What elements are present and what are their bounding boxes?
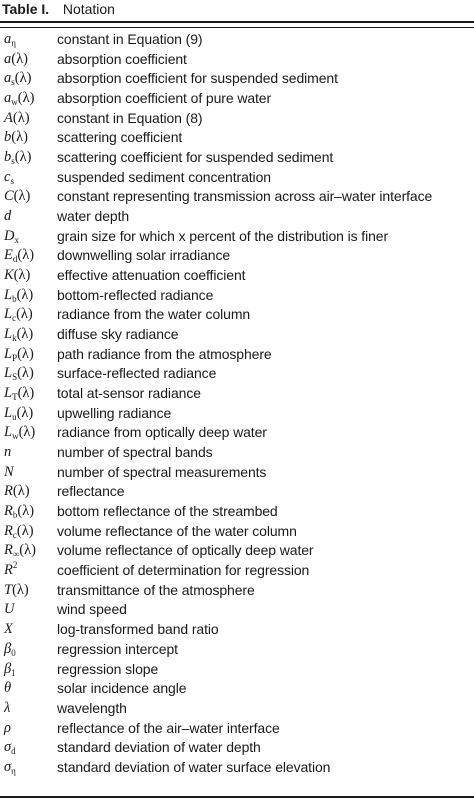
- symbol-base: C: [4, 188, 14, 205]
- notation-symbol: [4, 443, 11, 463]
- table-row: [0, 345, 474, 365]
- table-row: [0, 148, 474, 168]
- table-label: Table I.: [2, 1, 50, 17]
- symbol-subscript: 1: [11, 667, 16, 678]
- symbol-argument: (λ): [16, 306, 33, 323]
- table-row: [0, 600, 474, 620]
- table-row: [0, 463, 474, 483]
- notation-definition: regression slope: [57, 660, 159, 677]
- symbol-base: T: [4, 581, 13, 598]
- symbol-argument: (λ): [19, 542, 36, 559]
- symbol-base: D: [4, 227, 15, 244]
- symbol-argument: (λ): [11, 129, 28, 146]
- table-row: [0, 364, 474, 384]
- symbol-subscript: d: [12, 254, 18, 265]
- symbol-argument: (λ): [17, 90, 35, 107]
- notation-symbol: [4, 89, 34, 109]
- table-row: [0, 207, 474, 227]
- notation-definition: volume reflectance of the water column: [57, 522, 297, 539]
- symbol-base: L: [4, 306, 13, 323]
- notation-definition: absorption coefficient of pure water: [57, 90, 272, 107]
- symbol-base: E: [4, 247, 13, 264]
- table-caption: [2, 0, 115, 19]
- notation-definition: downwelling solar irradiance: [57, 247, 231, 264]
- symbol-base: d: [4, 208, 12, 225]
- symbol-base: β: [4, 640, 12, 657]
- symbol-base: L: [4, 404, 13, 421]
- symbol-subscript: s: [11, 77, 15, 88]
- table-row: [0, 620, 474, 640]
- symbol-argument: (λ): [17, 503, 35, 520]
- symbol-argument: (λ): [16, 404, 34, 421]
- table-row: [0, 128, 474, 148]
- symbol-base: L: [4, 385, 13, 402]
- notation-definition: wind speed: [57, 601, 127, 618]
- notation-definition: constant representing transmission across air–water interface: [57, 188, 433, 205]
- notation-symbol: [4, 30, 16, 50]
- symbol-base: λ: [4, 699, 11, 716]
- table-row: [0, 581, 474, 601]
- table-row: [0, 502, 474, 522]
- notation-symbol: [4, 738, 16, 758]
- table-row: [0, 482, 474, 502]
- symbol-subscript: S: [12, 372, 18, 383]
- notation-symbol: [4, 187, 30, 207]
- notation-symbol: [4, 423, 35, 443]
- notation-definition: upwelling radiance: [57, 404, 172, 421]
- notation-definition: diffuse sky radiance: [57, 326, 179, 343]
- symbol-base: U: [4, 601, 15, 618]
- table-row: [0, 89, 474, 109]
- notation-definition: water depth: [57, 208, 130, 225]
- notation-definition: bottom-reflected radiance: [57, 286, 214, 303]
- symbol-subscript: s: [10, 175, 14, 186]
- notation-definition: number of spectral bands: [57, 444, 213, 461]
- symbol-subscript: c: [12, 313, 17, 324]
- notation-symbol: [4, 148, 31, 168]
- bottom-rule: [0, 796, 474, 798]
- symbol-base: R: [4, 522, 13, 539]
- notation-symbol: [4, 620, 13, 640]
- notation-symbol: [4, 699, 10, 719]
- symbol-base: a: [4, 50, 12, 67]
- symbol-base: σ: [4, 758, 12, 775]
- notation-symbol: [4, 109, 30, 129]
- symbol-subscript: P: [12, 352, 18, 363]
- table-row: [0, 286, 474, 306]
- symbol-argument: (λ): [14, 149, 32, 166]
- symbol-base: N: [4, 463, 14, 480]
- notation-symbol: [4, 168, 14, 188]
- notation-symbol: [4, 227, 19, 247]
- table-row: [0, 541, 474, 561]
- symbol-superscript: 2: [12, 560, 18, 571]
- symbol-base: L: [4, 345, 13, 362]
- symbol-base: L: [4, 365, 13, 382]
- notation-symbol: [4, 325, 33, 345]
- notation-symbol: [4, 640, 16, 660]
- notation-definition: reflectance of the air–water interface: [57, 719, 280, 736]
- symbol-base: b: [4, 149, 12, 166]
- symbol-argument: (λ): [16, 522, 34, 539]
- symbol-base: σ: [4, 739, 12, 756]
- symbol-base: A: [4, 109, 13, 126]
- notation-definition: log-transformed band ratio: [57, 621, 219, 638]
- notation-symbol: [4, 758, 16, 778]
- notation-symbol: [4, 679, 11, 699]
- notation-symbol: [4, 384, 34, 404]
- notation-definition: constant in Equation (9): [57, 31, 203, 47]
- symbol-subscript: w: [12, 431, 19, 442]
- notation-symbol: [4, 502, 34, 522]
- table-row: [0, 561, 474, 581]
- notation-definition: solar incidence angle: [57, 680, 187, 697]
- notation-symbol: [4, 69, 31, 89]
- table-row: [0, 30, 474, 50]
- top-rule: [0, 21, 474, 23]
- symbol-base: β: [4, 660, 12, 677]
- notation-symbol: [4, 50, 28, 70]
- notation-symbol: [4, 581, 29, 601]
- notation-definition: path radiance from the atmosphere: [57, 345, 272, 362]
- notation-definition: radiance from the water column: [57, 306, 251, 323]
- notation-definition: standard deviation of water surface elevation: [57, 758, 331, 775]
- notation-symbol: [4, 246, 34, 266]
- table-row: [0, 384, 474, 404]
- table-row: [0, 266, 474, 286]
- notation-symbol: [4, 364, 34, 384]
- table-title: Notation: [62, 1, 115, 17]
- notation-table: [0, 30, 474, 778]
- symbol-argument: (λ): [14, 70, 32, 87]
- table-row: [0, 640, 474, 660]
- symbol-subscript: d: [11, 746, 16, 757]
- symbol-subscript: s: [11, 156, 15, 167]
- notation-symbol: [4, 404, 33, 424]
- notation-definition: scattering coefficient: [57, 129, 183, 146]
- table-row: [0, 50, 474, 70]
- symbol-base: K: [4, 267, 14, 284]
- table-row: [0, 423, 474, 443]
- symbol-base: c: [4, 168, 11, 185]
- symbol-argument: (λ): [18, 424, 36, 441]
- notation-symbol: [4, 600, 14, 620]
- symbol-argument: (λ): [17, 385, 35, 402]
- table-row: [0, 758, 474, 778]
- symbol-base: L: [4, 424, 13, 441]
- notation-definition: standard deviation of water depth: [57, 739, 261, 756]
- table-row: [0, 246, 474, 266]
- symbol-argument: (λ): [11, 50, 28, 67]
- notation-symbol: [4, 463, 14, 483]
- symbol-argument: (λ): [12, 483, 30, 500]
- symbol-base: a: [4, 70, 12, 87]
- table-row: [0, 443, 474, 463]
- header-rule: [0, 27, 474, 28]
- notation-definition: wavelength: [57, 699, 127, 716]
- notation-definition: suspended sediment concentration: [57, 168, 271, 185]
- symbol-argument: (λ): [17, 247, 35, 264]
- table-row: [0, 738, 474, 758]
- table-row: [0, 719, 474, 739]
- table-row: [0, 227, 474, 247]
- notation-symbol: [4, 207, 11, 227]
- symbol-subscript: T: [12, 392, 18, 403]
- symbol-argument: (λ): [13, 188, 31, 205]
- symbol-subscript: b: [12, 293, 17, 304]
- symbol-base: R: [4, 503, 13, 520]
- symbol-subscript: η: [11, 38, 16, 48]
- notation-symbol: [4, 660, 16, 680]
- symbol-base: R: [4, 542, 13, 559]
- symbol-subscript: ∞: [12, 549, 20, 560]
- symbol-base: b: [4, 129, 12, 146]
- notation-definition: volume reflectance of optically deep water: [57, 542, 314, 559]
- notation-definition: surface-reflected radiance: [57, 365, 217, 382]
- notation-definition: number of spectral measurements: [57, 463, 267, 480]
- notation-symbol: [4, 345, 34, 365]
- symbol-base: n: [4, 444, 12, 461]
- symbol-argument: (λ): [17, 345, 34, 362]
- symbol-base: θ: [4, 680, 12, 697]
- notation-definition: constant in Equation (8): [57, 109, 203, 126]
- notation-definition: coefficient of determination for regression: [57, 562, 310, 579]
- symbol-subscript: u: [12, 411, 17, 422]
- table-row: [0, 187, 474, 207]
- notation-definition: regression intercept: [57, 640, 178, 657]
- symbol-base: ρ: [4, 719, 11, 736]
- table-row: [0, 109, 474, 129]
- notation-definition: bottom reflectance of the streambed: [57, 503, 278, 520]
- table-row: [0, 325, 474, 345]
- symbol-subscript: c: [12, 529, 17, 540]
- symbol-subscript: η: [11, 765, 16, 776]
- symbol-subscript: k: [12, 333, 17, 344]
- symbol-argument: (λ): [13, 267, 31, 284]
- symbol-subscript: w: [11, 97, 18, 108]
- notation-definition: scattering coefficient for suspended sediment: [57, 149, 334, 166]
- symbol-argument: (λ): [12, 109, 30, 126]
- symbol-base: a: [4, 90, 12, 107]
- notation-symbol: [4, 561, 17, 581]
- symbol-argument: (λ): [16, 326, 34, 343]
- notation-symbol: [4, 541, 36, 561]
- notation-symbol: [4, 482, 30, 502]
- notation-symbol: [4, 719, 11, 739]
- notation-symbol: [4, 286, 33, 306]
- notation-definition: radiance from optically deep water: [57, 424, 267, 441]
- symbol-base: L: [4, 326, 13, 343]
- table-row: [0, 660, 474, 680]
- table-row: [0, 404, 474, 424]
- table-row: [0, 69, 474, 89]
- table-row: [0, 679, 474, 699]
- symbol-base: X: [4, 621, 13, 638]
- notation-definition: reflectance: [57, 483, 125, 500]
- table-row: [0, 522, 474, 542]
- notation-symbol: [4, 266, 30, 286]
- notation-symbol: [4, 128, 28, 148]
- table-row: [0, 305, 474, 325]
- symbol-subscript: 0: [11, 647, 16, 658]
- notation-definition: grain size for which x percent of the distribution is finer: [57, 227, 389, 244]
- symbol-base: L: [4, 286, 13, 303]
- symbol-subscript: b: [12, 510, 18, 521]
- symbol-argument: (λ): [16, 286, 34, 303]
- symbol-subscript: x: [14, 234, 19, 245]
- table-row: [0, 699, 474, 719]
- notation-definition: effective attenuation coefficient: [57, 267, 246, 284]
- symbol-base: a: [4, 31, 12, 47]
- symbol-base: R: [4, 483, 13, 500]
- notation-definition: absorption coefficient for suspended sediment: [57, 70, 338, 87]
- notation-definition: transmittance of the atmosphere: [57, 581, 255, 598]
- symbol-argument: (λ): [12, 581, 29, 598]
- symbol-base: R: [4, 562, 13, 579]
- table-row: [0, 168, 474, 188]
- notation-definition: total at-sensor radiance: [57, 385, 201, 402]
- notation-symbol: [4, 305, 33, 325]
- notation-symbol: [4, 522, 34, 542]
- symbol-argument: (λ): [17, 365, 34, 382]
- notation-definition: absorption coefficient: [57, 50, 187, 67]
